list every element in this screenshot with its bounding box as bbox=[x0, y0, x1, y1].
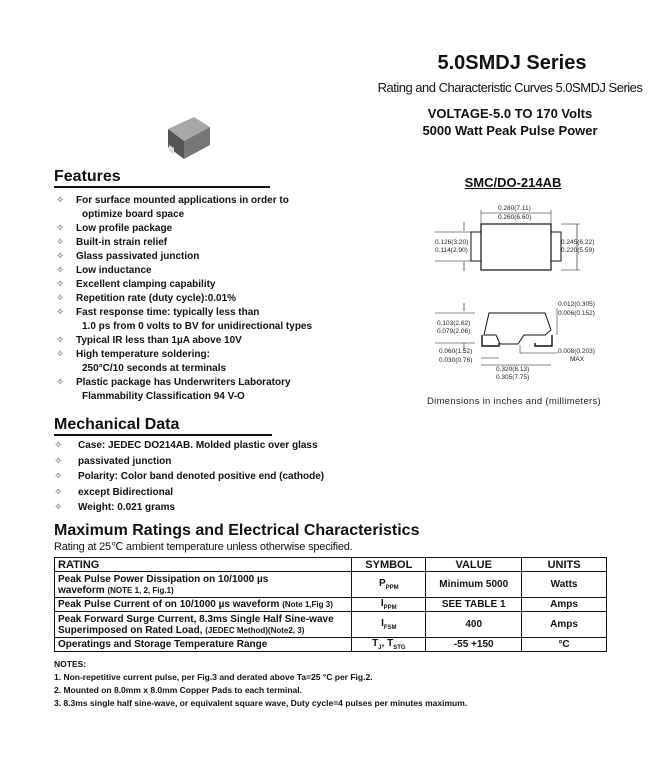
bullet-star-icon: ✧ bbox=[56, 307, 65, 318]
feature-item bbox=[56, 264, 312, 278]
feature-text: Low profile package bbox=[76, 223, 173, 234]
bullet-star-icon: ✧ bbox=[56, 293, 65, 304]
feature-item bbox=[56, 194, 312, 208]
mechanical-text: passivated junction bbox=[78, 455, 172, 467]
dim-lead-thick-max: 0.012(0.305) bbox=[558, 301, 595, 308]
feature-text: Fast response time: typically less than bbox=[76, 307, 260, 318]
feature-text: optimize board space bbox=[82, 209, 185, 220]
col-header-units: UNITS bbox=[522, 558, 607, 572]
voltage-line: VOLTAGE-5.0 TO 170 Volts bbox=[427, 106, 593, 121]
document-title: 5.0SMDJ Series bbox=[437, 52, 587, 74]
feature-text: Glass passivated junction bbox=[76, 251, 200, 262]
feature-item bbox=[56, 390, 312, 404]
rating-text: waveform bbox=[58, 584, 105, 596]
value-cell: Minimum 5000 bbox=[426, 572, 522, 598]
feature-item bbox=[56, 208, 312, 222]
symbol-cell bbox=[352, 572, 426, 598]
feature-text: High temperature soldering: bbox=[76, 349, 210, 360]
feature-item bbox=[56, 236, 312, 250]
value-cell: SEE TABLE 1 bbox=[426, 598, 522, 612]
feature-item bbox=[56, 250, 312, 264]
mechanical-text: Case: JEDEC DO214AB. Molded plastic over glass bbox=[78, 440, 318, 451]
package-name: SMC/DO-214AB bbox=[464, 175, 562, 190]
bullet-star-icon: ✧ bbox=[54, 486, 63, 498]
bullet-star-icon: ✧ bbox=[54, 471, 63, 482]
voltage-spec bbox=[410, 105, 610, 139]
rating-cell bbox=[55, 572, 352, 598]
table-row bbox=[55, 612, 607, 638]
bullet-star-icon: ✧ bbox=[56, 279, 65, 290]
symbol: , T bbox=[381, 638, 394, 649]
ratings-header-row bbox=[55, 558, 607, 572]
feature-item bbox=[56, 222, 312, 236]
features-heading: Features bbox=[54, 168, 270, 188]
dim-body-height-max: 0.245(6.22) bbox=[561, 239, 595, 246]
feature-item bbox=[56, 362, 312, 376]
table-row bbox=[55, 638, 607, 652]
col-header-symbol: SYMBOL bbox=[352, 558, 426, 572]
symbol-sub: FSM bbox=[383, 625, 397, 631]
value-cell: -55 +150 bbox=[426, 638, 522, 652]
features-list bbox=[56, 194, 312, 404]
rating-text: Peak Pulse Current of on 10/1000 µs waveform bbox=[58, 599, 280, 610]
rating-text: Peak Forward Surge Current, 8.3ms Single Half Sine-wave bbox=[58, 613, 334, 625]
dim-profile-height-min: 0.079(2.06) bbox=[437, 328, 471, 335]
bullet-star-icon: ✧ bbox=[54, 502, 63, 513]
mechanical-item bbox=[54, 486, 324, 502]
bullet-star-icon: ✧ bbox=[54, 440, 63, 451]
units-cell: Watts bbox=[522, 572, 607, 598]
symbol: I bbox=[380, 598, 384, 609]
units-cell: Amps bbox=[522, 612, 607, 638]
table-row bbox=[55, 598, 607, 612]
dim-body-height-min: 0.220(5.59) bbox=[561, 247, 595, 254]
note-item: 2. Mounted on 8.0mm x 8.0mm Copper Pads to each terminal. bbox=[54, 685, 302, 695]
dim-overall-len-max: 0.320(8.13) bbox=[496, 366, 530, 373]
dim-lead-len-max: 0.060(1.52) bbox=[439, 348, 473, 355]
rating-cell bbox=[55, 612, 352, 638]
feature-item bbox=[56, 292, 312, 306]
dim-overall-len-min: 0.305(7.75) bbox=[496, 374, 530, 381]
mechanical-item bbox=[54, 470, 324, 486]
units-cell: °C bbox=[522, 638, 607, 652]
units-cell: Amps bbox=[522, 598, 607, 612]
feature-text: For surface mounted applications in order to bbox=[76, 195, 289, 206]
table-row bbox=[55, 572, 607, 598]
dim-lead-thick-min: 0.006(0.152) bbox=[558, 310, 595, 317]
dim-lead-height-min: 0.114(2.90) bbox=[435, 247, 468, 254]
bullet-star-icon: ✧ bbox=[56, 195, 65, 206]
symbol-sub: STG bbox=[393, 645, 406, 651]
feature-item bbox=[56, 278, 312, 292]
dimension-caption: Dimensions in inches and (millimeters) bbox=[427, 396, 602, 407]
feature-item bbox=[56, 334, 312, 348]
component-image bbox=[160, 115, 220, 163]
feature-text: Low inductance bbox=[76, 265, 152, 276]
mechanical-item bbox=[54, 501, 324, 517]
rating-text: Superimposed on Rated Load, bbox=[58, 624, 203, 636]
mechanical-text: except Bidirectional bbox=[78, 486, 174, 498]
feature-text: Typical IR less than 1µA above 10V bbox=[76, 335, 242, 346]
bullet-star-icon: ✧ bbox=[56, 349, 65, 360]
feature-text: Plastic package has Underwriters Laboratory bbox=[76, 377, 291, 388]
feature-text: 1.0 ps from 0 volts to BV for unidirectional types bbox=[82, 321, 313, 332]
value-cell: 400 bbox=[426, 612, 522, 638]
document-subtitle: Rating and Characteristic Curves 5.0SMDJ Series bbox=[377, 80, 643, 95]
rating-cell bbox=[55, 598, 352, 612]
bullet-star-icon: ✧ bbox=[56, 237, 65, 248]
symbol: I bbox=[381, 618, 384, 629]
bullet-star-icon: ✧ bbox=[56, 335, 65, 346]
dim-top-width-max: 0.280(7.11) bbox=[498, 205, 531, 212]
feature-text: Built-in strain relief bbox=[76, 237, 168, 248]
note-item: 1. Non-repetitive current pulse, per Fig.3 and derated above Ta=25 °C per Fig.2. bbox=[54, 672, 373, 682]
feature-item bbox=[56, 306, 312, 320]
mechanical-heading: Mechanical Data bbox=[54, 416, 272, 436]
rating-note: (Note 1,Fig 3) bbox=[282, 600, 333, 609]
symbol: P bbox=[378, 578, 386, 589]
symbol-cell bbox=[352, 598, 426, 612]
bullet-star-icon: ✧ bbox=[56, 223, 65, 234]
feature-item bbox=[56, 320, 312, 334]
mechanical-text: Weight: 0.021 grams bbox=[78, 502, 176, 513]
rating-cell: Operatings and Storage Temperature Range bbox=[55, 638, 352, 652]
symbol-sub: J bbox=[378, 645, 382, 651]
dim-top-width-min: 0.260(6.60) bbox=[498, 214, 532, 221]
mechanical-text: Polarity: Color band denoted positive end (cathode) bbox=[78, 471, 325, 482]
rating-note: (JEDEC Method)(Note2, 3) bbox=[205, 625, 305, 635]
feature-text: Flammability Classification 94 V-O bbox=[82, 391, 245, 402]
feature-item bbox=[56, 376, 312, 390]
dim-profile-height-max: 0.103(2.62) bbox=[437, 320, 471, 327]
dim-lead-len-min: 0.030(0.76) bbox=[439, 357, 473, 364]
ratings-heading: Maximum Ratings and Electrical Characteristics bbox=[54, 522, 420, 539]
notes-heading: NOTES: bbox=[54, 659, 87, 669]
mechanical-item bbox=[54, 455, 324, 471]
ratings-table bbox=[54, 557, 607, 652]
ratings-subheading: Rating at 25℃ ambient temperature unless otherwise specified. bbox=[54, 541, 353, 553]
bullet-star-icon: ✧ bbox=[56, 265, 65, 276]
dim-standoff-note: MAX bbox=[570, 356, 585, 363]
mechanical-list bbox=[54, 439, 324, 517]
rating-note: (NOTE 1, 2, Fig.1) bbox=[107, 585, 174, 595]
symbol-cell bbox=[352, 612, 426, 638]
package-dimension-diagram bbox=[420, 195, 620, 395]
rating-text: Peak Pulse Power Dissipation on 10/1000 µs bbox=[58, 573, 269, 585]
symbol-sub: PPM bbox=[385, 585, 399, 591]
power-line: 5000 Watt Peak Pulse Power bbox=[422, 123, 598, 138]
bullet-star-icon: ✧ bbox=[54, 455, 63, 467]
dim-lead-height-max: 0.126(3.20) bbox=[435, 239, 469, 246]
symbol-cell bbox=[352, 638, 426, 652]
feature-text: 250°C/10 seconds at terminals bbox=[82, 363, 227, 374]
mechanical-item bbox=[54, 439, 324, 455]
dim-standoff: 0.008(0.203) bbox=[558, 348, 595, 355]
col-header-value: VALUE bbox=[426, 558, 522, 572]
feature-text: Excellent clamping capability bbox=[76, 279, 216, 290]
symbol: T bbox=[372, 638, 379, 649]
bullet-star-icon: ✧ bbox=[56, 377, 65, 388]
note-item: 3. 8.3ms single half sine-wave, or equivalent square wave, Duty cycle=4 pulses per minutes maximum. bbox=[54, 698, 468, 708]
col-header-rating: RATING bbox=[55, 558, 352, 572]
feature-item bbox=[56, 348, 312, 362]
bullet-star-icon: ✧ bbox=[56, 251, 65, 262]
feature-text: Repetition rate (duty cycle):0.01% bbox=[76, 293, 237, 304]
notes-section bbox=[54, 658, 467, 710]
symbol-sub: PPM bbox=[383, 605, 397, 611]
